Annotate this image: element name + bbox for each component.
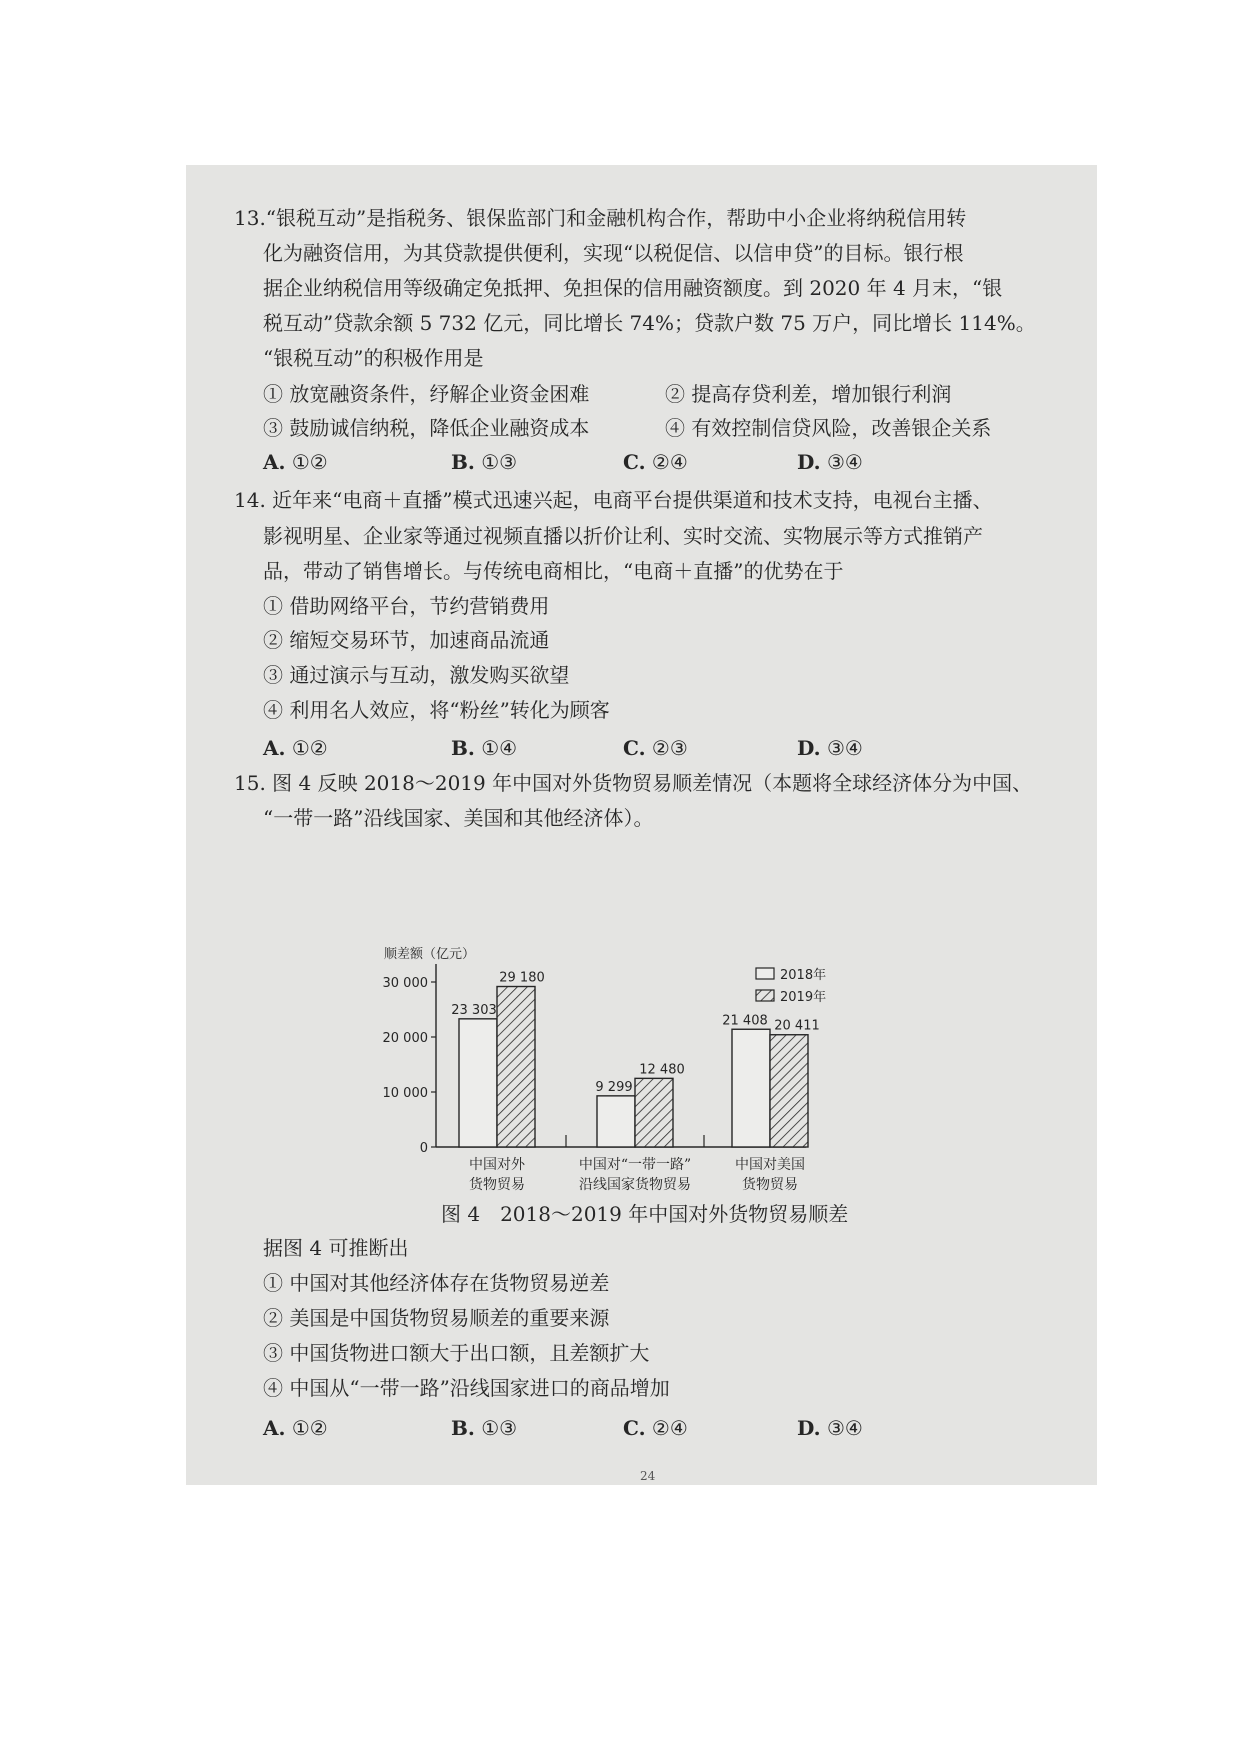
x-category-label: 货物贸易	[742, 1177, 798, 1193]
choice-text: ③④	[826, 1416, 863, 1440]
x-category-label: 货物贸易	[469, 1177, 525, 1193]
choice-text: ①②	[291, 1416, 328, 1440]
q14-option-4: ④ 利用名人效应，将“粉丝”转化为顾客	[263, 698, 610, 722]
choice-letter: D.	[797, 1416, 821, 1440]
q15-choice-c	[623, 1415, 688, 1441]
legend-swatch-2018	[756, 968, 774, 979]
x-category-label: 中国对美国	[735, 1157, 805, 1173]
q14-option-3: ③ 通过演示与互动，激发购买欲望	[263, 663, 570, 687]
y-tick-label: 10 000	[382, 1086, 428, 1101]
bar-value-label: 23 303	[451, 1002, 497, 1018]
bar-value-label: 29 180	[499, 970, 545, 986]
choice-letter: D.	[797, 736, 821, 760]
choice-letter: B.	[451, 736, 475, 760]
bar-2019-2	[770, 1035, 808, 1147]
choice-text: ②④	[651, 1416, 688, 1440]
q13-choice-c	[623, 449, 688, 475]
choice-text: ③④	[826, 450, 863, 474]
q13-line-3: 据企业纳税信用等级确定免抵押、免担保的信用融资额度。到 2020 年 4 月末，“银	[263, 276, 1003, 300]
q15-option-2: ② 美国是中国货物贸易顺差的重要来源	[263, 1306, 610, 1330]
choice-text: ②④	[651, 450, 688, 474]
choice-text: ②③	[651, 736, 688, 760]
q14-choice-d	[797, 735, 863, 761]
chart-layer	[383, 946, 827, 1193]
figure-caption: 图 4 2018～2019 年中国对外货物贸易顺差	[441, 1202, 849, 1226]
q15-line-2: “一带一路”沿线国家、美国和其他经济体）。	[263, 806, 654, 830]
choice-letter: B.	[451, 1416, 475, 1440]
q14-line-1: 14. 近年来“电商＋直播”模式迅速兴起，电商平台提供渠道和技术支持，电视台主播、	[234, 488, 993, 512]
chart-svg	[376, 900, 896, 1200]
exam-page	[186, 165, 1097, 1485]
y-axis-title: 顺差额（亿元）	[384, 947, 476, 962]
y-tick-label: 30 000	[382, 976, 428, 991]
q15-option-1: ① 中国对其他经济体存在货物贸易逆差	[263, 1271, 610, 1295]
choice-letter: A.	[263, 736, 286, 760]
q13-option-2: ② 提高存贷利差，增加银行利润	[665, 382, 952, 406]
choice-text: ①③	[481, 450, 518, 474]
bar-value-label: 12 480	[639, 1062, 685, 1078]
x-category-label: 中国对外	[469, 1157, 525, 1173]
bar-2019-0	[497, 987, 535, 1147]
q13-line-2: 化为融资信用，为其贷款提供便利，实现“以税促信、以信申贷”的目标。银行根	[263, 241, 964, 265]
choice-text: ①③	[481, 1416, 518, 1440]
bar-2019-1	[635, 1078, 673, 1147]
q14-line-3: 品，带动了销售增长。与传统电商相比，“电商＋直播”的优势在于	[263, 559, 844, 583]
choice-letter: A.	[263, 450, 286, 474]
q15-lead: 据图 4 可推断出	[263, 1236, 409, 1260]
choice-letter: C.	[623, 1416, 646, 1440]
trade-surplus-chart	[376, 900, 896, 1200]
choice-letter: B.	[451, 450, 475, 474]
q13-option-3: ③ 鼓励诚信纳税，降低企业融资成本	[263, 416, 590, 440]
choice-letter: C.	[623, 736, 646, 760]
legend-label-2018: 2018年	[780, 968, 827, 983]
q15-choice-d	[797, 1415, 863, 1441]
q14-choice-a	[263, 735, 328, 761]
q15-choice-a	[263, 1415, 328, 1441]
choice-letter: D.	[797, 450, 821, 474]
y-tick-label: 0	[419, 1141, 428, 1156]
bar-value-label: 20 411	[774, 1018, 820, 1034]
choice-text: ①②	[291, 736, 328, 760]
legend-label-2019: 2019年	[780, 990, 827, 1005]
choice-letter: A.	[263, 1416, 286, 1440]
q14-choice-c	[623, 735, 688, 761]
q13-choice-d	[797, 449, 863, 475]
q14-choice-b	[451, 735, 517, 761]
q13-line-5: “银税互动”的积极作用是	[263, 346, 484, 370]
q15-choice-b	[451, 1415, 517, 1441]
bar-2018-1	[597, 1096, 635, 1147]
x-category-label: 中国对“一带一路”	[578, 1157, 692, 1173]
q15-option-3: ③ 中国货物进口额大于出口额，且差额扩大	[263, 1341, 650, 1365]
choice-text: ③④	[826, 736, 863, 760]
choice-text: ①④	[481, 736, 518, 760]
page-number: 24	[640, 1469, 656, 1483]
legend-swatch-2019	[756, 990, 774, 1001]
choice-letter: C.	[623, 450, 646, 474]
bar-value-label: 21 408	[722, 1013, 768, 1029]
q13-line-4: 税互动”贷款余额 5 732 亿元，同比增长 74%；贷款户数 75 万户，同比增长 114%。	[263, 311, 1036, 335]
bar-2018-2	[732, 1029, 770, 1147]
q13-choice-a	[263, 449, 328, 475]
q13-choice-b	[451, 449, 517, 475]
q13-option-4: ④ 有效控制信贷风险，改善银企关系	[665, 416, 992, 440]
q15-option-4: ④ 中国从“一带一路”沿线国家进口的商品增加	[263, 1376, 670, 1400]
q14-option-2: ② 缩短交易环节，加速商品流通	[263, 628, 550, 652]
bar-2018-0	[459, 1019, 497, 1147]
choice-text: ①②	[291, 450, 328, 474]
x-category-label: 沿线国家货物贸易	[579, 1177, 691, 1193]
q13-line-1: 13.“银税互动”是指税务、银保监部门和金融机构合作，帮助中小企业将纳税信用转	[234, 206, 967, 230]
y-tick-label: 20 000	[382, 1031, 428, 1046]
q14-option-1: ① 借助网络平台，节约营销费用	[263, 594, 550, 618]
q14-line-2: 影视明星、企业家等通过视频直播以折价让利、实时交流、实物展示等方式推销产	[263, 524, 983, 548]
bar-value-label: 9 299	[595, 1079, 633, 1095]
q15-line-1: 15. 图 4 反映 2018～2019 年中国对外货物贸易顺差情况（本题将全球经济体分为中国、	[234, 771, 1033, 795]
q13-option-1: ① 放宽融资条件，纾解企业资金困难	[263, 382, 590, 406]
